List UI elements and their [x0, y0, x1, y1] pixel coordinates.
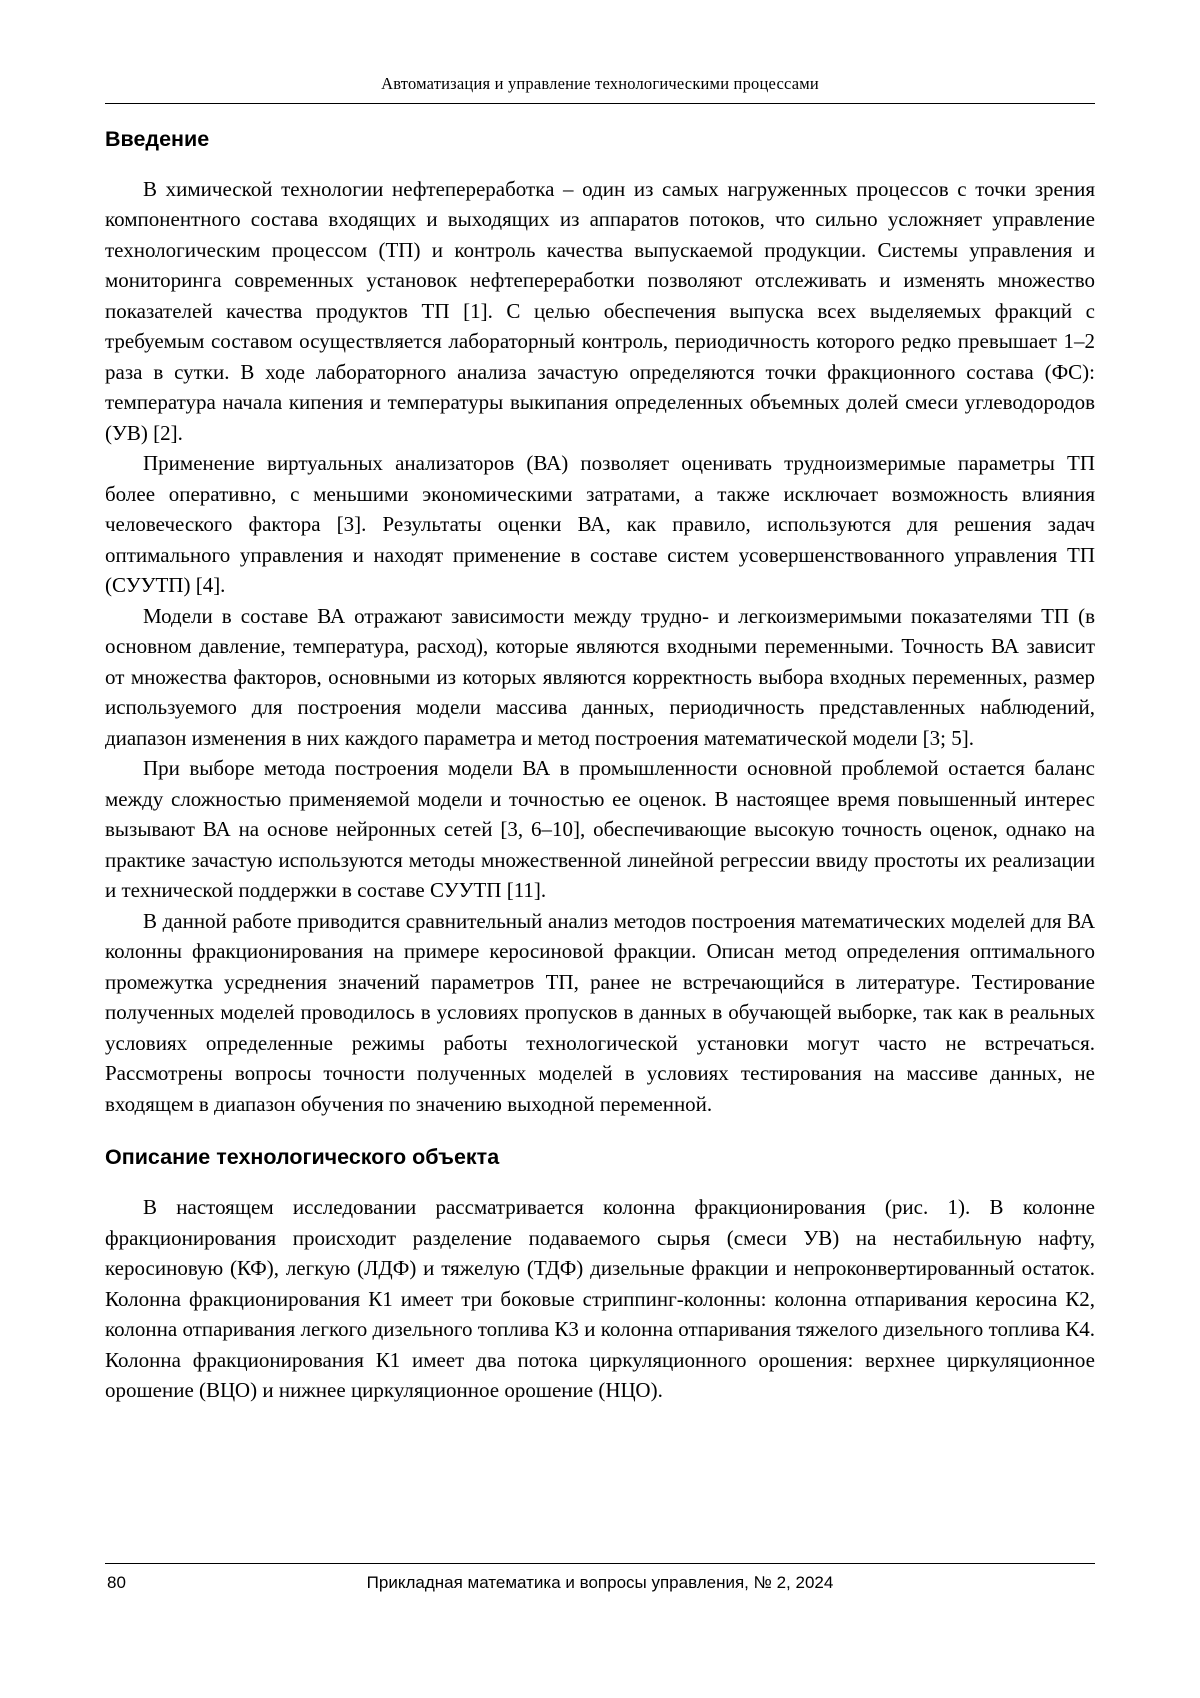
running-head — [105, 0, 1095, 104]
paragraph: Применение виртуальных анализаторов (ВА) позволяет оценивать трудноизмеримые параметры ТП более оперативно, с меньшими экономическими затратами, а также исключает возможность влияния человеческого фактора [3]. Результаты оценки ВА, как правило, используются для решения задач оптимального управления и находят применение в составе систем усовершенствованного управления ТП (СУУТП) [4]. — [105, 451, 1095, 598]
section-heading-introduction: Введение — [105, 127, 210, 151]
paragraph: В данной работе приводится сравнительный анализ методов построения математических моделей для ВА колонны фракционирования на примере керосиновой фракции. Описан метод определения оптимального промежутка усреднения значений параметров ТП, ранее не встречающийся в литературе. Тестирование полученных моделей проводилось в условиях пропусков в данных в обучающей выборке, так как в реальных условиях определенные режимы работы технологической установки могут часто не встречаться. Рассмотрены вопросы точности полученных моделей в условиях тестирования на массиве данных, не входящем в диапазон обучения по значению выходной переменной. — [105, 908, 1095, 1116]
running-head-text: Автоматизация и управление технологическими процессами — [381, 74, 819, 93]
paragraph: При выборе метода построения модели ВА в промышленности основной проблемой остается баланс между сложностью применяемой модели и точностью ее оценок. В настоящее время повышенный интерес вызывают ВА на основе нейронных сетей [3, 6–10], обеспечивающие высокую точность оценок, однако на практике зачастую используются методы множественной линейной регрессии ввиду простоты их реализации и технической поддержки в составе СУУТП [11]. — [105, 756, 1095, 903]
paragraph: Модели в составе ВА отражают зависимости между трудно- и легкоизмеримыми показателями ТП (в основном давление, температура, расход), которые являются входными переменными. Точность ВА зависит от множества факторов, основными из которых являются корректность выбора входных переменных, размер используемого для построения модели массива данных, периодичность представленных наблюдений, диапазон изменения в них каждого параметра и метод построения математической модели [3; 5]. — [105, 603, 1095, 750]
page-number: 80 — [107, 1573, 126, 1592]
paragraph: В настоящем исследовании рассматривается колонна фракционирования (рис. 1). В колонне фракционирования происходит разделение подаваемого сырья (смеси УВ) на нестабильную нафту, керосиновую (КФ), легкую (ЛДФ) и тяжелую (ТДФ) дизельные фракции и непроконвертированный остаток. Колонна фракционирования К1 имеет три боковые стриппинг-колонны: колонна отпаривания керосина К2, колонна отпаривания легкого дизельного топлива К3 и колонна отпаривания тяжелого дизельного топлива К4. Колонна фракционирования К1 имеет два потока циркуляционного орошения: верхнее циркуляционное орошение (ВЦО) и нижнее циркуляционное орошение (НЦО). — [105, 1195, 1095, 1403]
page-footer — [105, 1563, 1095, 1593]
paragraph: В химической технологии нефтепереработка – один из самых нагруженных процессов с точки зрения компонентного состава входящих и выходящих из аппаратов потоков, что сильно усложняет управление технологическим процессом (ТП) и контроль качества выпускаемой продукции. Системы управления и мониторинга современных установок нефтепереработки позволяют отслеживать и изменять множество показателей качества продуктов ТП [1]. С целью обеспечения выпуска всех выделяемых фракций с требуемым составом осуществляется лабораторный контроль, периодичность которого редко превышает 1–2 раза в сутки. В ходе лабораторного анализа зачастую определяются точки фракционного состава (ФС): температура начала кипения и температуры выкипания определенных объемных долей смеси углеводородов (УВ) [2]. — [105, 176, 1095, 445]
section-heading-technological-object: Описание технологического объекта — [105, 1145, 500, 1170]
journal-title: Прикладная математика и вопросы управления, № 2, 2024 — [366, 1573, 834, 1592]
page-content — [105, 127, 1095, 1406]
